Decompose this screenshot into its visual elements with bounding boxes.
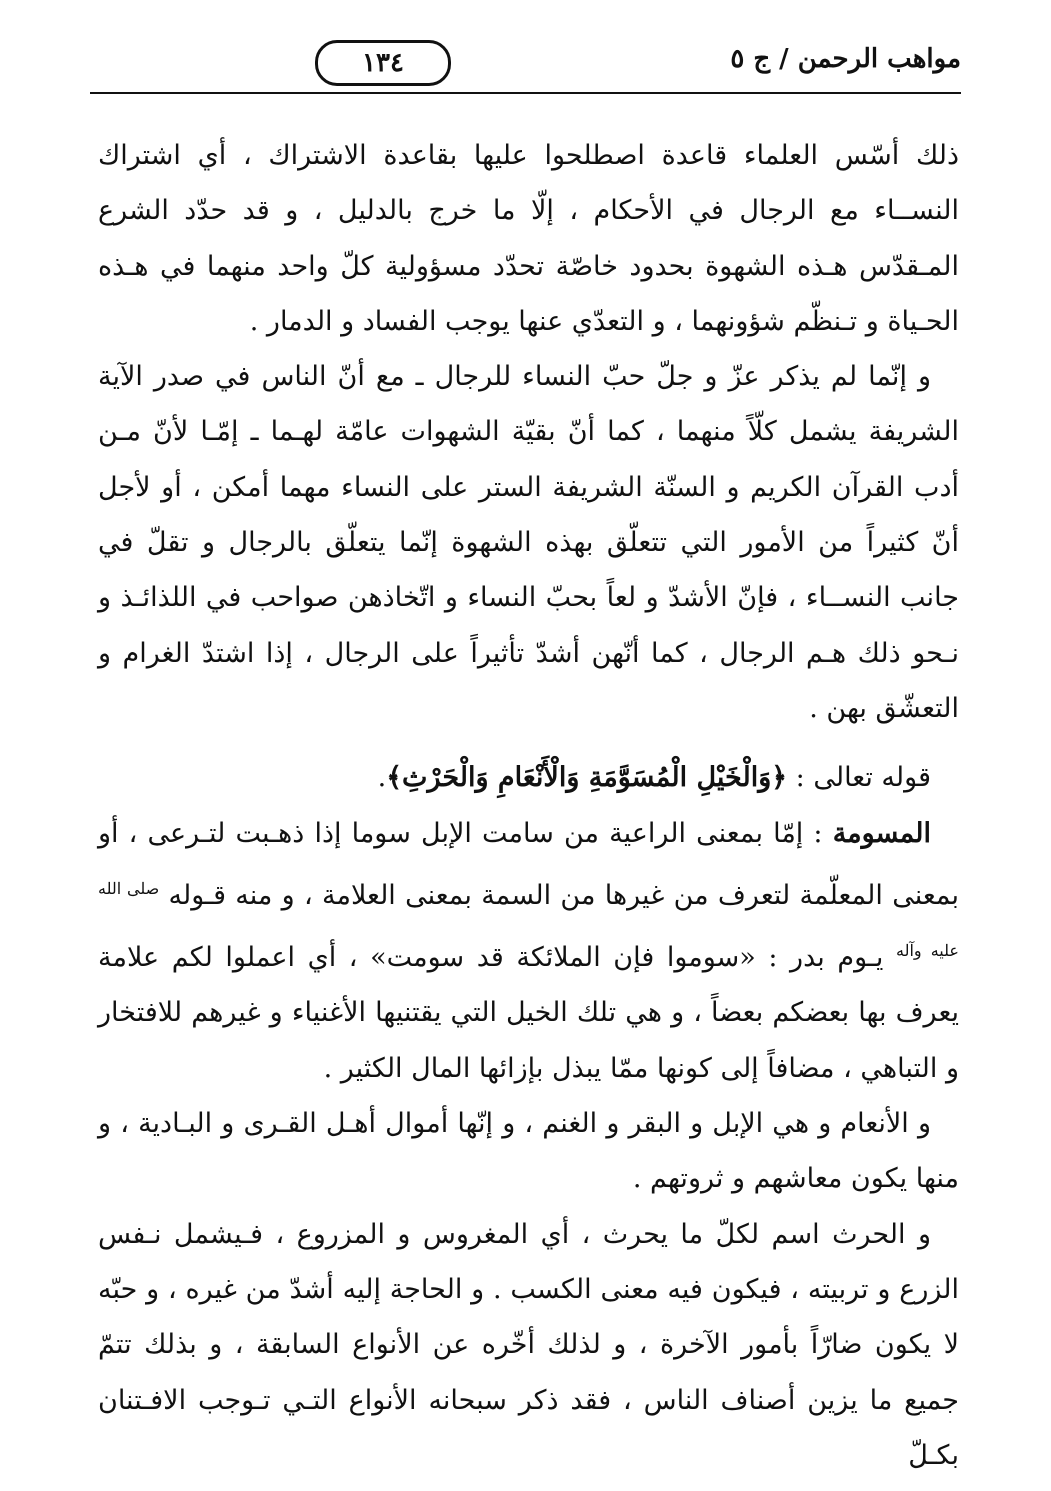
- paragraph-anam: و الأنعام و هي الإبل و البقر و الغنم ، و إنّها أموال أهـل القـرى و البـادية ، و منها يكون معاشهم و ثروتهم .: [98, 1108, 959, 1195]
- paragraph-harth: و الحرث اسم لكلّ ما يحرث ، أي المغروس و المزروع ، فـيشمل نـفس الزرع و تربيته ، فيكون فيه معنى الكسب . و الحاجة إليه أشدّ من غيره ، و حبّه لا يكون ضارّاً بأمور الآخرة ، و لذلك أخّره عن الأنواع السابقة ، و بذلك تتمّ جميع ما يزين أصناف الناس ، فقد ذكر سبحانه الأنواع التـي تـوجب الافـتنان بكـلّ: [98, 1218, 959, 1471]
- header-divider: [90, 92, 961, 94]
- verse-lead: قوله تعالى :: [795, 762, 931, 794]
- quranic-verse: ﴿وَالْخَيْلِ الْمُسَوَّمَةِ وَالْأَنْعَامِ وَالْحَرْثِ﴾: [386, 762, 788, 794]
- page-number: ١٣٤: [315, 40, 451, 86]
- term-musawwama: المسومة: [832, 817, 931, 849]
- verse-end: .: [377, 762, 387, 794]
- paragraph-musawwama: [98, 806, 959, 1096]
- paragraph-1: ذلك أسّس العلماء قاعدة اصطلحوا عليها بقاعدة الاشتراك ، أي اشتراك النســاء مع الرجال في الأحكام ، إلّا ما خرج بالدليل ، و قد حدّد الشرع المـقدّس هـذه الشهوة بحدود خاصّة تحدّد مسؤولية كلّ واحد منهما في هـذه الحـياة و تـنظّم شؤونهما ، و التعدّي عنها يوجب الفساد و الدمار .: [98, 140, 959, 337]
- book-title: مواهب الرحمن / ج ٥: [730, 44, 961, 74]
- paragraph-musawwama-text-a: : إمّا بمعنى الراعية من سامت الإبل سوما إذا ذهـبت لتـرعى ، أو بمعنى المعلّمة لتعرف من غيرها من السمة بمعنى العلامة ، و منه قـوله: [98, 817, 959, 911]
- paragraph-musawwama-text-b: يـوم بدر : «سوموا فإن الملائكة قد سومت» ، أي اعملوا لكم علامة يعرف بها بعضكم بعضاً ، و هي تلك الخيل التي يقتنيها الأغنياء و غيرهم للافتخار و التباهي ، مضافاً إلى كونها ممّا يبذل بإزائها المال الكثير .: [98, 942, 959, 1084]
- page-header: [90, 40, 961, 98]
- honorific-glyph: صلى الله عليه وآله: [98, 878, 959, 961]
- verse-heading: [98, 750, 959, 805]
- page-body: [98, 128, 959, 1483]
- paragraph-2: و إنّما لم يذكر عزّ و جلّ حبّ النساء للرجال ـ مع أنّ الناس في صدر الآية الشريفة يشمل كلّاً منهما ، كما أنّ بقيّة الشهوات عامّة لهـما ـ إمّـا لأنّ مـن أدب القرآن الكريم و السنّة الشريفة الستر على النساء مهما أمكن ، أو لأجل أنّ كثيراً من الأمور التي تتعلّق بهذه الشهوة إنّما يتعلّق بالرجال و تقلّ في جانب النســاء ، فإنّ الأشدّ و لعاً بحبّ النساء و اتّخاذهن صواحب في اللذائـذ و نـحو ذلك هـم الرجال ، كما أنّهن أشدّ تأثيراً على الرجال ، إذا اشتدّ الغرام و التعشّق بهن .: [98, 361, 959, 724]
